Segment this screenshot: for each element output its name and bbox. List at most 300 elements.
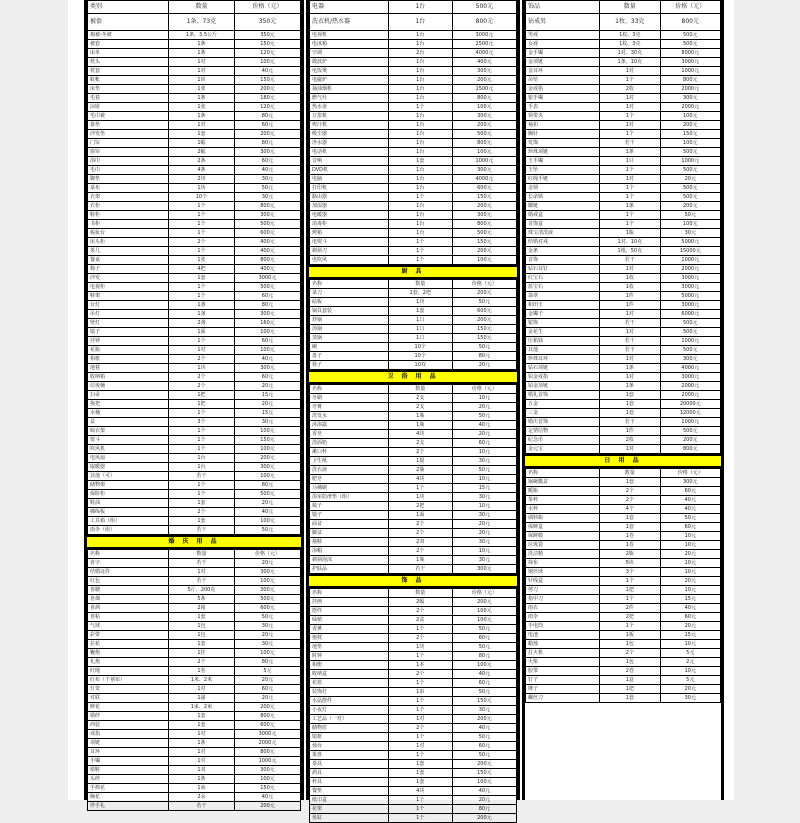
table-cell: 50元: [452, 298, 516, 307]
section-title-band: 婚 庆 用 品: [87, 535, 301, 549]
table-cell: 时钟: [310, 652, 389, 661]
table-cell: 20元: [452, 403, 516, 412]
table-cell: 1对: [600, 175, 660, 184]
table-cell: DVD机: [310, 166, 389, 175]
table-row: [310, 184, 517, 193]
table-cell: 垃圾桶: [88, 382, 169, 391]
table-cell: 胶带: [526, 667, 600, 676]
table-cell: 150元: [234, 436, 300, 445]
table-cell: 1对: [168, 568, 234, 577]
table-cell: 80元: [234, 481, 300, 490]
table-cell: 吸尘器: [310, 130, 389, 139]
table-cell: 胸针: [526, 130, 600, 139]
table-cell: 2瓶: [600, 550, 660, 559]
table-cell: 1束: [168, 784, 234, 793]
table-cell: 1500元: [452, 85, 516, 94]
table-cell: 1把: [600, 685, 660, 694]
table-cell: 1面: [168, 328, 234, 337]
table-row: [310, 220, 517, 229]
table-cell: 20元: [660, 577, 720, 586]
table-cell: 1套: [168, 517, 234, 526]
table-cell: 10个: [168, 193, 234, 202]
table-cell: 2个: [388, 670, 452, 679]
table-cell: 长命锁: [526, 193, 600, 202]
table-cell: 调料瓶: [526, 514, 600, 523]
table-cell: 10个: [388, 343, 452, 352]
table-cell: 火柴: [526, 658, 600, 667]
table-cell: 30元: [234, 193, 300, 202]
table-cell: 手镯: [88, 757, 169, 766]
table-cell: 350元: [234, 14, 300, 31]
table-cell: 50元: [660, 211, 720, 220]
table-cell: 4块: [388, 475, 452, 484]
table-cell: 洗洁精: [526, 550, 600, 559]
table-cell: 数量: [600, 1, 660, 14]
table-cell: 1个: [388, 247, 452, 256]
table-row: [310, 751, 517, 760]
table-cell: 红宝石: [526, 274, 600, 283]
table-cell: 名称: [310, 280, 389, 289]
table-cell: 1个: [388, 805, 452, 814]
table-row: [310, 49, 517, 58]
table-row: [88, 256, 301, 265]
table-cell: 1台: [388, 67, 452, 76]
table-cell: 2卷: [600, 667, 660, 676]
table-cell: 空调: [310, 49, 389, 58]
table-cell: 相册: [310, 661, 389, 670]
table-cell: 15元: [660, 595, 720, 604]
table-cell: 100元: [452, 778, 516, 787]
table-cell: 400元: [452, 58, 516, 67]
table-cell: 菜刀: [310, 289, 389, 298]
table-cell: 500元: [660, 166, 720, 175]
table-cell: 1个: [600, 184, 660, 193]
table-row: [310, 316, 517, 325]
table-cell: 衣架: [88, 193, 169, 202]
table-row: [310, 76, 517, 85]
table-cell: 打火机: [526, 649, 600, 658]
table-cell: 喜帖: [88, 613, 169, 622]
table-cell: 收纳盒: [310, 670, 389, 679]
table-cell: 1套: [600, 409, 660, 418]
table-row: [526, 409, 721, 418]
table-cell: 工艺品（一对）: [310, 715, 389, 724]
table-cell: 1盒: [600, 676, 660, 685]
table-cell: 20元: [234, 559, 300, 568]
table-cell: 2000元: [660, 382, 720, 391]
table-cell: 10元: [660, 532, 720, 541]
table-cell: 1块: [388, 643, 452, 652]
table-cell: 1个: [388, 238, 452, 247]
table-cell: 金锁: [526, 184, 600, 193]
table-cell: 音响: [310, 157, 389, 166]
table-cell: 15元: [660, 631, 720, 640]
table-cell: 2500元: [452, 40, 516, 49]
table-cell: 金项链: [526, 58, 600, 67]
table-cell: 1个: [600, 220, 660, 229]
table-cell: 1000元: [452, 157, 516, 166]
table-cell: 水杯: [526, 505, 600, 514]
table-row: [88, 508, 301, 517]
table-cell: 类别: [88, 1, 169, 14]
table-row: [88, 184, 301, 193]
table-cell: 1包: [168, 622, 234, 631]
table-cell: 价格（元）: [234, 1, 300, 14]
table-cell: 60元: [452, 679, 516, 688]
table-row: [88, 481, 301, 490]
table-cell: 20元: [452, 796, 516, 805]
table-cell: 指甲刀: [526, 595, 600, 604]
table-cell: 果盘: [310, 751, 389, 760]
table-cell: 50元: [660, 514, 720, 523]
table-cell: 400元: [234, 247, 300, 256]
table-cell: 蚊帐: [88, 76, 169, 85]
table-cell: 400元: [234, 238, 300, 247]
section-title-band: 日 用 品: [525, 454, 721, 468]
table-cell: 300元: [234, 148, 300, 157]
table-cell: 1条: [168, 112, 234, 121]
table-row: [88, 67, 301, 76]
table-cell: 2支: [388, 403, 452, 412]
table-cell: 1对: [600, 310, 660, 319]
table-row: [88, 112, 301, 121]
table-cell: 1个: [388, 652, 452, 661]
table-cell: 被套: [88, 14, 169, 31]
table-cell: 1条: [600, 364, 660, 373]
table-cell: 三金: [526, 409, 600, 418]
table-cell: 书柜: [88, 220, 169, 229]
table-cell: 剪刀: [526, 586, 600, 595]
table-cell: 600元: [452, 307, 516, 316]
table-row: [526, 67, 721, 76]
table-cell: 汤锅: [310, 325, 389, 334]
table-row: [88, 472, 301, 481]
table-row: [310, 616, 517, 625]
table-row: [526, 76, 721, 85]
table-cell: 椅子: [88, 265, 169, 274]
table-row: [310, 439, 517, 448]
table-cell: 耳环: [88, 748, 169, 757]
table-row: [310, 502, 517, 511]
table-cell: 电话机: [310, 148, 389, 157]
table-cell: 1对: [168, 685, 234, 694]
table-cell: 5000元: [660, 292, 720, 301]
table-cell: 榨汁机: [310, 121, 389, 130]
table-cell: 2盏: [168, 319, 234, 328]
table-row: [88, 148, 301, 157]
table-cell: 若干: [600, 139, 660, 148]
table-row: [526, 631, 721, 640]
table-cell: 1套: [168, 721, 234, 730]
table-row: [88, 14, 301, 31]
table-row: [310, 547, 517, 556]
table-row: [88, 382, 301, 391]
table-cell: 3000元: [452, 31, 516, 40]
table-cell: 1条: [600, 382, 660, 391]
table-cell: 30元: [452, 493, 516, 502]
table-cell: 100元: [452, 256, 516, 265]
table-cell: 面盆: [310, 520, 389, 529]
table-cell: 珠宝清洗液: [526, 229, 600, 238]
table-row: [526, 391, 721, 400]
table-row: [310, 760, 517, 769]
table-cell: 1对: [388, 715, 452, 724]
table-cell: 电饭煲: [310, 67, 389, 76]
table-cell: 吊灯: [88, 310, 169, 319]
table-cell: 600元: [234, 229, 300, 238]
table-cell: 500元: [660, 346, 720, 355]
table-cell: 洗面奶: [310, 439, 389, 448]
table-cell: 600元: [452, 184, 516, 193]
table-cell: 头纱: [88, 775, 169, 784]
table-cell: 4000元: [452, 175, 516, 184]
table-cell: 1台: [388, 94, 452, 103]
table-cell: 120元: [234, 49, 300, 58]
table-cell: 1台: [168, 454, 234, 463]
table-cell: 脚盆: [310, 529, 389, 538]
table-cell: 鞭炮: [88, 649, 169, 658]
table-cell: 价格（元）: [660, 469, 720, 478]
table-cell: 香薰: [310, 625, 389, 634]
table-cell: 800元: [452, 14, 516, 31]
table-cell: 1提: [388, 457, 452, 466]
table-cell: 电暖器: [310, 211, 389, 220]
table-cell: 15元: [452, 484, 516, 493]
item-table: [309, 279, 517, 370]
table-cell: 1盏: [168, 301, 234, 310]
table-cell: 杯具: [310, 778, 389, 787]
table-cell: 名称: [310, 589, 389, 598]
table-cell: 鲜花: [88, 703, 169, 712]
table-row: [310, 211, 517, 220]
table-cell: 500元: [234, 220, 300, 229]
table-cell: 1套: [388, 307, 452, 316]
table-row: [310, 1, 517, 14]
table-row: [88, 730, 301, 739]
table-cell: 桌布: [88, 184, 169, 193]
table-cell: 3000元: [660, 58, 720, 67]
table-row: [310, 247, 517, 256]
table-cell: 1台: [388, 121, 452, 130]
table-cell: 100元: [660, 139, 720, 148]
table-cell: 电熨斗: [310, 238, 389, 247]
table-row: [88, 622, 301, 631]
table-cell: 2000元: [660, 265, 720, 274]
table-cell: 红包: [88, 577, 169, 586]
table-cell: 抱枕: [310, 634, 389, 643]
table-cell: 1个: [600, 595, 660, 604]
table-cell: 喜字: [88, 559, 169, 568]
table-cell: 4000元: [660, 364, 720, 373]
table-row: [526, 400, 721, 409]
table-cell: 30元: [234, 175, 300, 184]
table-cell: 1个: [600, 622, 660, 631]
section-title-band: 卫 浴 用 品: [309, 370, 517, 384]
table-cell: 壁灯: [88, 319, 169, 328]
table-cell: 50元: [452, 625, 516, 634]
table-row: [526, 487, 721, 496]
table-cell: 1000元: [660, 337, 720, 346]
table-row: [88, 265, 301, 274]
table-row: [88, 667, 301, 676]
table-cell: 2个: [168, 373, 234, 382]
table-cell: 200元: [452, 316, 516, 325]
table-cell: 3000元: [660, 301, 720, 310]
table-cell: 梳妆台: [88, 229, 169, 238]
table-cell: 红布（千禧布）: [88, 676, 169, 685]
table-row: [526, 139, 721, 148]
table-cell: 牙刷: [310, 394, 389, 403]
table-cell: 5元: [660, 649, 720, 658]
table-cell: 10元: [660, 640, 720, 649]
table-cell: 800元: [452, 139, 516, 148]
table-row: [310, 298, 517, 307]
table-cell: 300元: [234, 586, 300, 595]
table-cell: 5斤、200克: [168, 586, 234, 595]
table-cell: 2幅: [168, 148, 234, 157]
table-cell: 马桶刷: [310, 484, 389, 493]
table-cell: 3个: [600, 568, 660, 577]
table-cell: 20元: [660, 175, 720, 184]
table-cell: 50元: [452, 688, 516, 697]
table-cell: 花架: [310, 805, 389, 814]
table-row: [310, 421, 517, 430]
table-row: [310, 385, 517, 394]
table-cell: 镜框: [310, 733, 389, 742]
table-cell: 3000元: [660, 373, 720, 382]
table-cell: 工具箱（组）: [88, 517, 169, 526]
table-row: [526, 586, 721, 595]
table-row: [526, 550, 721, 559]
table-cell: 餐垫: [310, 787, 389, 796]
table-cell: 60元: [234, 157, 300, 166]
table-cell: 剃须刀: [310, 247, 389, 256]
table-cell: 200元: [452, 76, 516, 85]
table-cell: 1枚、3克: [600, 40, 660, 49]
table-row: [310, 493, 517, 502]
table-cell: 1套: [168, 130, 234, 139]
table-row: [88, 76, 301, 85]
table-cell: 1对: [168, 121, 234, 130]
table-cell: 晾衣架: [88, 427, 169, 436]
table-row: [310, 688, 517, 697]
table-cell: 电视机: [310, 31, 389, 40]
table-cell: 1包: [600, 640, 660, 649]
table-cell: 1个: [388, 625, 452, 634]
table-cell: 1台: [388, 40, 452, 49]
table-cell: 花篮: [310, 679, 389, 688]
table-cell: 茶几: [88, 247, 169, 256]
table-row: [526, 292, 721, 301]
table-row: [88, 139, 301, 148]
table-cell: 1套: [168, 613, 234, 622]
table-cell: 结婚证件: [88, 568, 169, 577]
item-table: [309, 588, 517, 823]
table-cell: 若干: [600, 346, 660, 355]
table-cell: 350元: [234, 31, 300, 40]
table-cell: 若干: [600, 256, 660, 265]
table-row: [88, 283, 301, 292]
column-left: [84, 0, 304, 809]
table-cell: 10双: [388, 361, 452, 370]
table-cell: 800元: [234, 202, 300, 211]
table-row: [310, 31, 517, 40]
table-cell: 80元: [234, 112, 300, 121]
table-cell: 男戒: [526, 31, 600, 40]
table-cell: 梳子: [310, 502, 389, 511]
table-cell: 储物架: [88, 481, 169, 490]
table-cell: 1个: [168, 211, 234, 220]
table-cell: 插线板: [88, 508, 169, 517]
table-cell: 金镯子: [526, 310, 600, 319]
table-cell: 1个: [388, 256, 452, 265]
table-cell: 60元: [234, 685, 300, 694]
table-row: [88, 328, 301, 337]
table-cell: 200元: [452, 247, 516, 256]
table-cell: 项链: [88, 739, 169, 748]
table-cell: 1个: [168, 202, 234, 211]
table-cell: 3个: [168, 418, 234, 427]
table-cell: 碗: [310, 343, 389, 352]
table-row: [526, 112, 721, 121]
table-cell: 洗衣液: [310, 466, 389, 475]
table-row: [310, 697, 517, 706]
table-cell: 肥皂: [310, 475, 389, 484]
table-cell: 50元: [452, 751, 516, 760]
table-cell: 锅具套装: [310, 307, 389, 316]
spreadsheet-page: [68, 0, 734, 821]
table-row: [310, 661, 517, 670]
item-table: [525, 0, 721, 454]
table-cell: 加湿器: [310, 202, 389, 211]
table-cell: 1个: [600, 193, 660, 202]
item-table: [309, 384, 517, 574]
table-row: [310, 670, 517, 679]
table-cell: 和田玉: [526, 301, 600, 310]
table-cell: 1台: [388, 76, 452, 85]
table-cell: 锅碗瓢盆: [526, 478, 600, 487]
table-cell: 100元: [234, 517, 300, 526]
table-cell: 纪念币: [526, 436, 600, 445]
table-cell: 珍珠项链: [526, 148, 600, 157]
table-cell: 80元: [234, 139, 300, 148]
table-cell: 鱼缸: [310, 814, 389, 823]
table-cell: 1卷: [600, 532, 660, 541]
table-row: [310, 229, 517, 238]
table-cell: 2个: [168, 508, 234, 517]
table-cell: 1个: [168, 427, 234, 436]
table-cell: 1对: [600, 67, 660, 76]
table-cell: 其他: [526, 346, 600, 355]
item-table: [87, 0, 301, 535]
table-cell: 脚垫: [88, 175, 169, 184]
table-row: [88, 436, 301, 445]
table-row: [526, 346, 721, 355]
table-cell: 床头柜: [88, 238, 169, 247]
table-cell: 1台: [388, 139, 452, 148]
table-cell: 熨斗: [88, 436, 169, 445]
table-row: [88, 130, 301, 139]
table-cell: 1台: [388, 175, 452, 184]
table-row: [310, 94, 517, 103]
table-row: [88, 31, 301, 40]
table-cell: 2个: [168, 238, 234, 247]
table-cell: 10元: [660, 586, 720, 595]
table-cell: 1个: [168, 436, 234, 445]
table-cell: 30元: [452, 511, 516, 520]
table-cell: 300元: [452, 565, 516, 574]
table-cell: 1瓶: [388, 412, 452, 421]
